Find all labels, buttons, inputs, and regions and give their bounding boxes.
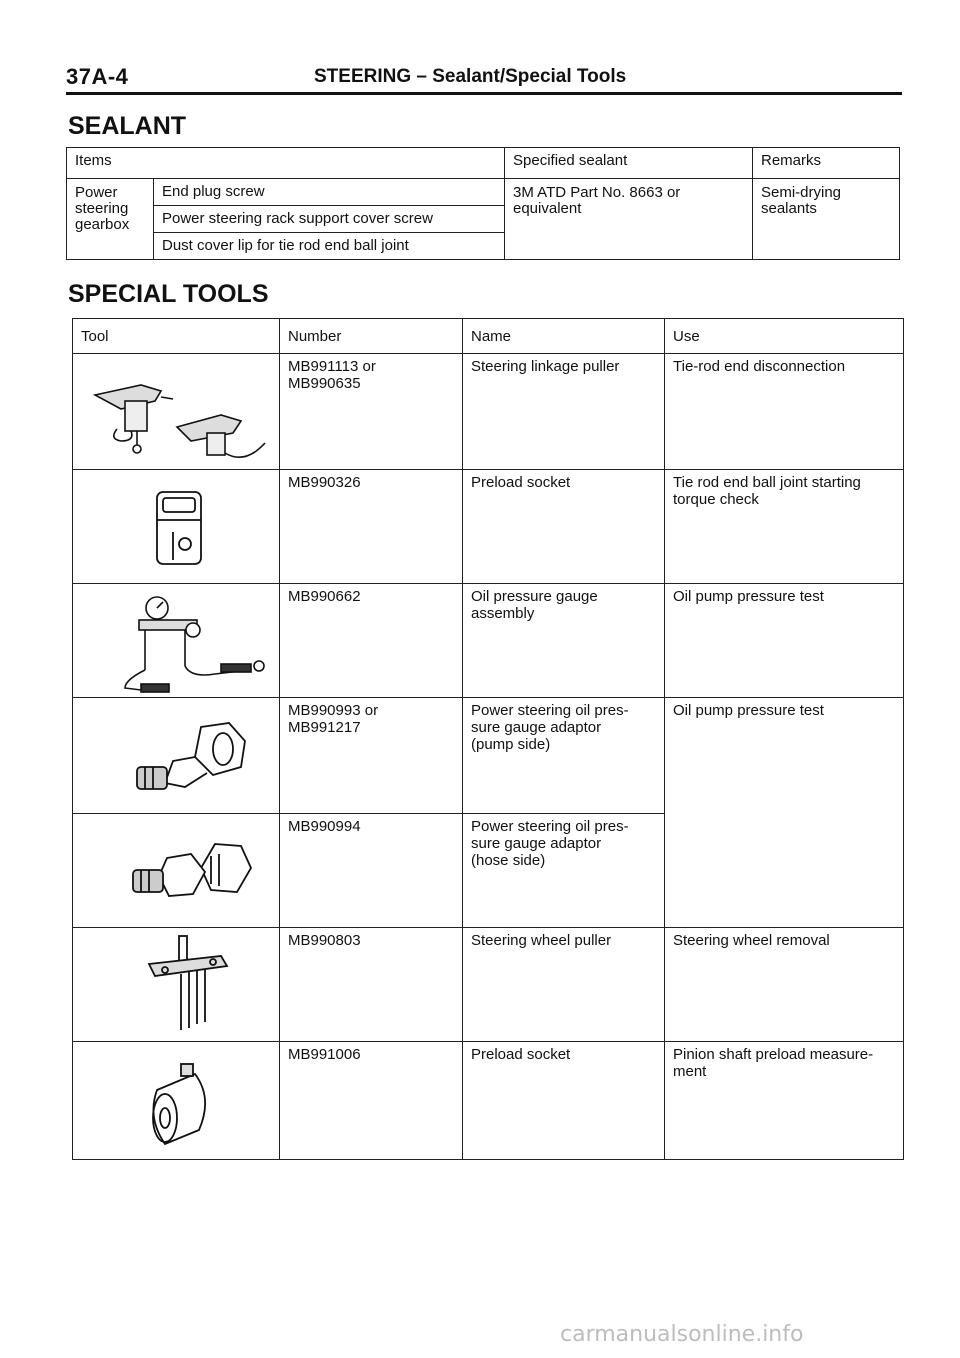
tool-row (73, 698, 904, 814)
tool-use: Oil pump pressure test (665, 698, 904, 928)
sealant-section-title: SEALANT (68, 112, 187, 140)
tool-use: Steering wheel removal (665, 928, 904, 1042)
preload-socket-icon (81, 472, 271, 582)
special-tools-section-title: SPECIAL TOOLS (68, 280, 269, 308)
page-title: STEERING – Sealant/Special Tools (314, 66, 627, 87)
tool-image-cell (73, 928, 280, 1042)
tool-use: Tie rod end ball joint starting torque check (665, 470, 904, 584)
linkage-puller-icon (81, 357, 271, 467)
tool-use: Tie-rod end disconnection (665, 354, 904, 470)
tool-image-cell (73, 698, 280, 814)
tool-name: Power steering oil pres- sure gauge adaptor (hose side) (463, 814, 665, 928)
tool-number: MB991113 or MB990635 (280, 354, 463, 470)
sealant-item: Power steering rack support cover screw (154, 206, 505, 233)
watermark: carmanualsonline.info (560, 1322, 804, 1347)
sealant-remarks: Semi-drying sealants (753, 179, 900, 260)
tool-image-cell (73, 814, 280, 928)
tool-image-cell (73, 470, 280, 584)
tool-number: MB990993 or MB991217 (280, 698, 463, 814)
tool-name: Oil pressure gauge assembly (463, 584, 665, 698)
wheel-puller-icon (81, 930, 271, 1040)
tool-image-cell (73, 354, 280, 470)
tool-name: Steering wheel puller (463, 928, 665, 1042)
special-tools-table (72, 318, 904, 1160)
tool-image-cell (73, 1042, 280, 1160)
tool-number: MB990803 (280, 928, 463, 1042)
page-header (66, 62, 902, 95)
sealant-specified: 3M ATD Part No. 8663 or equivalent (505, 179, 753, 260)
pressure-gauge-icon (81, 586, 271, 696)
tool-row (73, 584, 904, 698)
tool-name: Preload socket (463, 470, 665, 584)
tool-use: Pinion shaft preload measure- ment (665, 1042, 904, 1160)
tool-number: MB990326 (280, 470, 463, 584)
header-tool: Tool (73, 319, 280, 354)
page-number: 37A-4 (66, 64, 129, 89)
tools-header-row (73, 319, 904, 354)
tool-row (73, 1042, 904, 1160)
sealant-row (67, 179, 900, 206)
tool-row (73, 928, 904, 1042)
header-number: Number (280, 319, 463, 354)
tool-use: Oil pump pressure test (665, 584, 904, 698)
header-specified-sealant: Specified sealant (505, 148, 753, 179)
adaptor-pump-icon (81, 701, 271, 811)
tool-image-cell (73, 584, 280, 698)
header-remarks: Remarks (753, 148, 900, 179)
header-use: Use (665, 319, 904, 354)
sealant-item: Dust cover lip for tie rod end ball joint (154, 233, 505, 260)
tool-number: MB991006 (280, 1042, 463, 1160)
tool-number: MB990662 (280, 584, 463, 698)
tool-name: Steering linkage puller (463, 354, 665, 470)
tool-row (73, 470, 904, 584)
header-items: Items (67, 148, 505, 179)
tool-name: Power steering oil pres- sure gauge adaptor (pump side) (463, 698, 665, 814)
pinion-socket-icon (81, 1046, 271, 1156)
adaptor-hose-icon (81, 816, 271, 926)
tool-name: Preload socket (463, 1042, 665, 1160)
sealant-header-row (67, 148, 900, 179)
tool-number: MB990994 (280, 814, 463, 928)
sealant-table (66, 147, 900, 260)
tool-row (73, 354, 904, 470)
sealant-group: Power steering gearbox (67, 179, 154, 260)
sealant-item: End plug screw (154, 179, 505, 206)
header-name: Name (463, 319, 665, 354)
